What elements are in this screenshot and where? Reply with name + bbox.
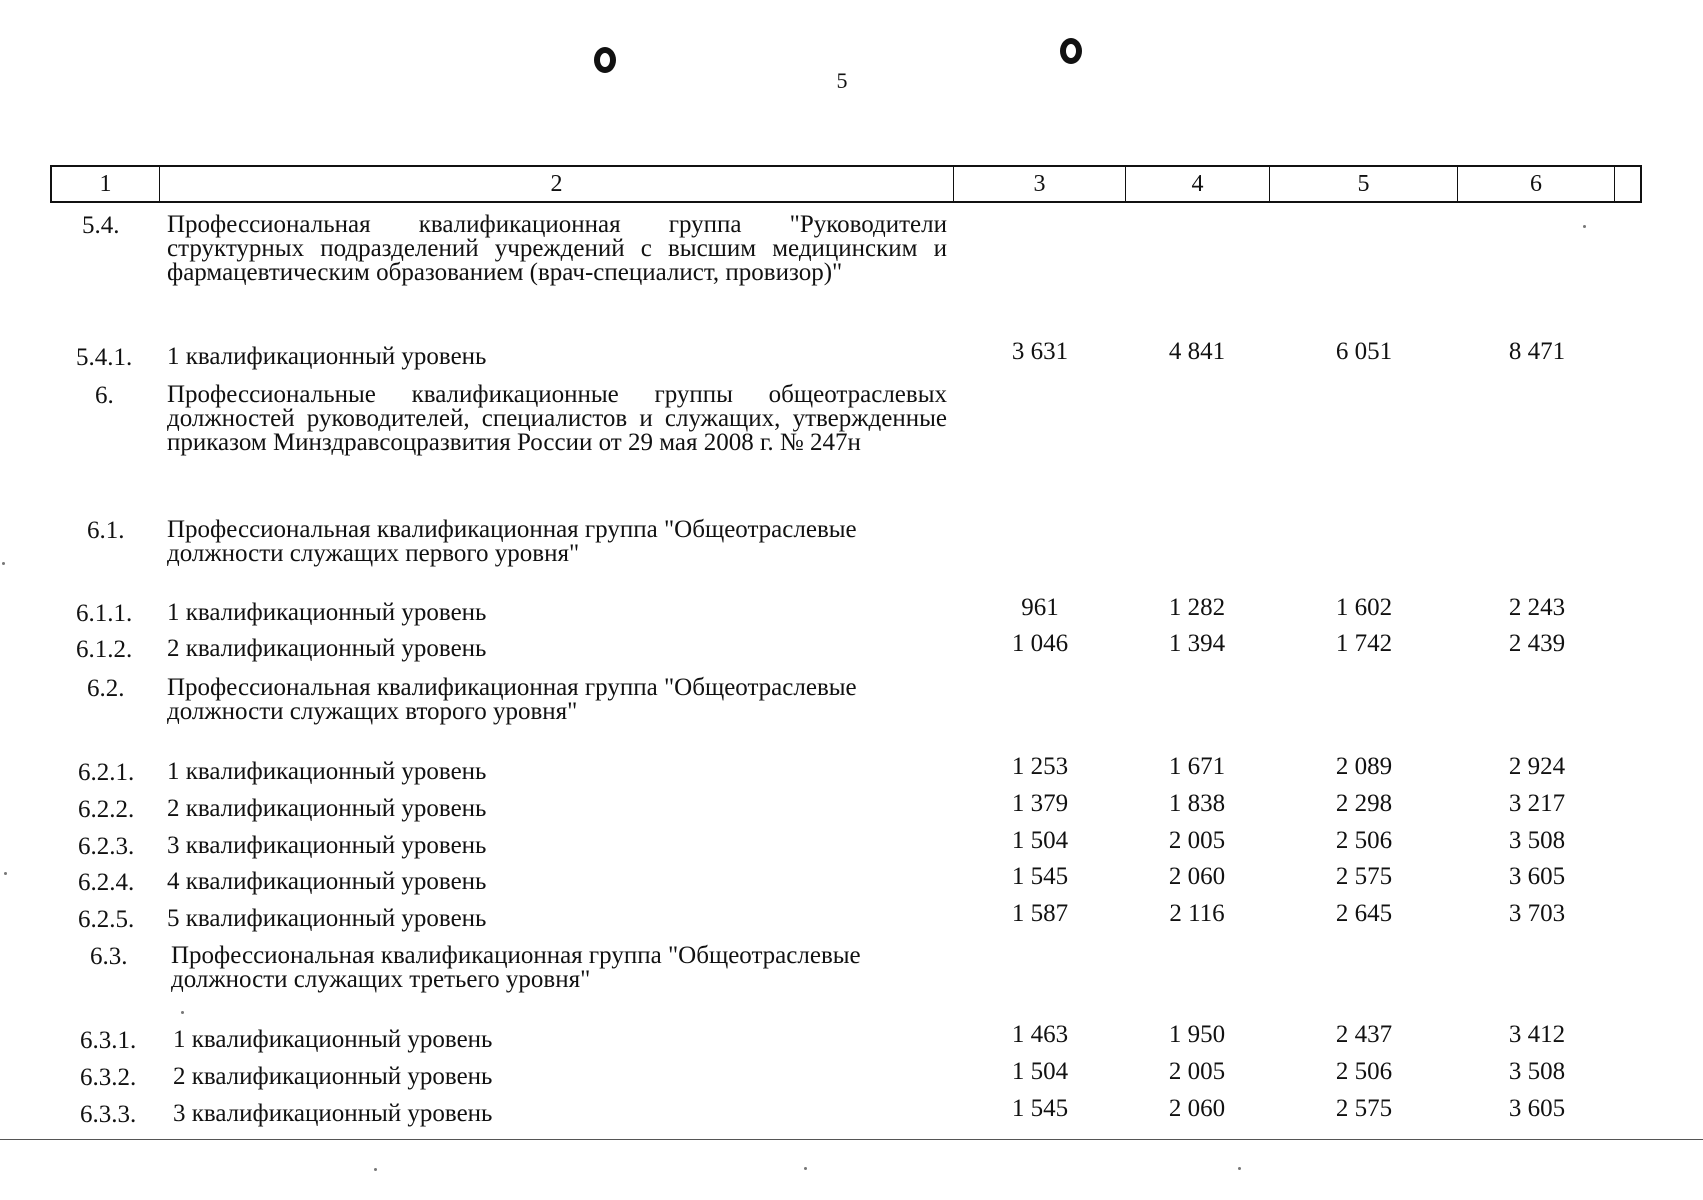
page-bottom-rule <box>0 1139 1703 1140</box>
row-description: 1 квалификационный уровень <box>167 343 487 370</box>
value-cell: 2 575 <box>1335 1095 1393 1122</box>
value-cell: 2 005 <box>1168 827 1226 854</box>
row-number: 6.2.5. <box>78 906 135 933</box>
row-description: 2 квалификационный уровень <box>167 795 487 822</box>
value-cell: 2 243 <box>1508 594 1566 621</box>
column-header: 1 <box>52 167 160 201</box>
value-cell: 3 631 <box>1011 338 1069 365</box>
row-number: 6.3. <box>90 943 128 970</box>
row-description: 3 квалификационный уровень <box>173 1100 493 1127</box>
value-cell: 3 703 <box>1508 900 1566 927</box>
scan-speck <box>374 1168 377 1171</box>
value-cell: 2 005 <box>1168 1058 1226 1085</box>
value-cell: 1 545 <box>1011 1095 1069 1122</box>
value-cell: 1 838 <box>1168 790 1226 817</box>
row-number: 5.4. <box>82 212 120 239</box>
row-number: 6.1. <box>87 517 125 544</box>
value-cell: 1 671 <box>1168 753 1226 780</box>
row-description: 5 квалификационный уровень <box>167 905 487 932</box>
value-cell: 8 471 <box>1508 338 1566 365</box>
row-description: Профессиональная квалификационная группа "Общеотраслевые должности служащих первого уровня" <box>167 516 857 567</box>
value-cell: 1 504 <box>1011 827 1069 854</box>
row-description: Профессиональные квалификационные группы общеотраслевых должностей руководителей, специалистов и служащих, утвержденные приказом Минздравсоцразвития России от 29 мая 2008 г. № 247н <box>167 381 947 456</box>
scan-speck <box>804 1167 807 1170</box>
value-cell: 3 217 <box>1508 790 1566 817</box>
column-header: 3 <box>954 167 1126 201</box>
value-cell: 1 950 <box>1168 1021 1226 1048</box>
row-number: 6.2.1. <box>78 759 135 786</box>
value-cell: 2 116 <box>1169 900 1225 927</box>
value-cell: 6 051 <box>1335 338 1393 365</box>
row-description: Профессиональная квалификационная группа "Общеотраслевые должности служащих второго уровня" <box>167 674 857 725</box>
row-number: 6.1.1. <box>76 600 133 627</box>
value-cell: 1 379 <box>1011 790 1069 817</box>
row-number: 6.3.2. <box>80 1064 137 1091</box>
value-cell: 2 506 <box>1335 1058 1393 1085</box>
page-number: 5 <box>836 68 848 93</box>
row-description: 3 квалификационный уровень <box>167 832 487 859</box>
value-cell: 2 298 <box>1335 790 1393 817</box>
scan-speck <box>1583 225 1586 228</box>
value-cell: 961 <box>1021 594 1059 621</box>
row-description: 1 квалификационный уровень <box>173 1026 493 1053</box>
value-cell: 2 060 <box>1168 863 1226 890</box>
value-cell: 3 605 <box>1508 863 1566 890</box>
row-number: 6.2. <box>87 675 125 702</box>
value-cell: 1 602 <box>1335 594 1393 621</box>
column-header: 2 <box>160 167 954 201</box>
row-number: 6.1.2. <box>76 636 133 663</box>
row-number: 6.2.4. <box>78 869 135 896</box>
value-cell: 1 545 <box>1011 863 1069 890</box>
row-number: 6.3.3. <box>80 1101 137 1128</box>
value-cell: 2 924 <box>1508 753 1566 780</box>
scan-speck <box>1238 1167 1241 1170</box>
row-number: 6.3.1. <box>80 1027 137 1054</box>
value-cell: 2 060 <box>1168 1095 1226 1122</box>
row-number: 6.2.2. <box>78 796 135 823</box>
value-cell: 4 841 <box>1168 338 1226 365</box>
value-cell: 1 253 <box>1011 753 1069 780</box>
scan-speck <box>4 872 7 875</box>
value-cell: 1 282 <box>1168 594 1226 621</box>
row-number: 6.2.3. <box>78 833 135 860</box>
value-cell: 1 463 <box>1011 1021 1069 1048</box>
value-cell: 3 508 <box>1508 1058 1566 1085</box>
value-cell: 1 046 <box>1011 630 1069 657</box>
value-cell: 3 412 <box>1508 1021 1566 1048</box>
value-cell: 3 605 <box>1508 1095 1566 1122</box>
row-number: 5.4.1. <box>76 344 133 371</box>
value-cell: 2 439 <box>1508 630 1566 657</box>
column-header <box>1615 167 1640 201</box>
table-header-row <box>50 165 1642 203</box>
row-description: 1 квалификационный уровень <box>167 599 487 626</box>
punch-hole-mark <box>1060 38 1082 64</box>
column-header: 4 <box>1126 167 1270 201</box>
column-header: 5 <box>1270 167 1458 201</box>
scan-speck <box>2 562 5 565</box>
value-cell: 1 394 <box>1168 630 1226 657</box>
punch-hole-mark <box>594 47 616 73</box>
row-description: 2 квалификационный уровень <box>173 1063 493 1090</box>
value-cell: 1 504 <box>1011 1058 1069 1085</box>
value-cell: 2 437 <box>1335 1021 1393 1048</box>
value-cell: 3 508 <box>1508 827 1566 854</box>
value-cell: 2 089 <box>1335 753 1393 780</box>
row-description: Профессиональная квалификационная группа "Руководители структурных подразделений учреждений с высшим медицинским и фармацевтическим образованием (врач-специалист, провизор)" <box>167 211 947 286</box>
value-cell: 1 587 <box>1011 900 1069 927</box>
row-description: 1 квалификационный уровень <box>167 758 487 785</box>
column-header: 6 <box>1458 167 1615 201</box>
value-cell: 2 645 <box>1335 900 1393 927</box>
row-description: 2 квалификационный уровень <box>167 635 487 662</box>
value-cell: 2 506 <box>1335 827 1393 854</box>
value-cell: 1 742 <box>1335 630 1393 657</box>
row-number: 6. <box>95 382 114 409</box>
value-cell: 2 575 <box>1335 863 1393 890</box>
row-description: 4 квалификационный уровень <box>167 868 487 895</box>
row-description: Профессиональная квалификационная группа "Общеотраслевые должности служащих третьего уровня" <box>171 942 861 993</box>
scan-speck <box>181 1011 184 1014</box>
